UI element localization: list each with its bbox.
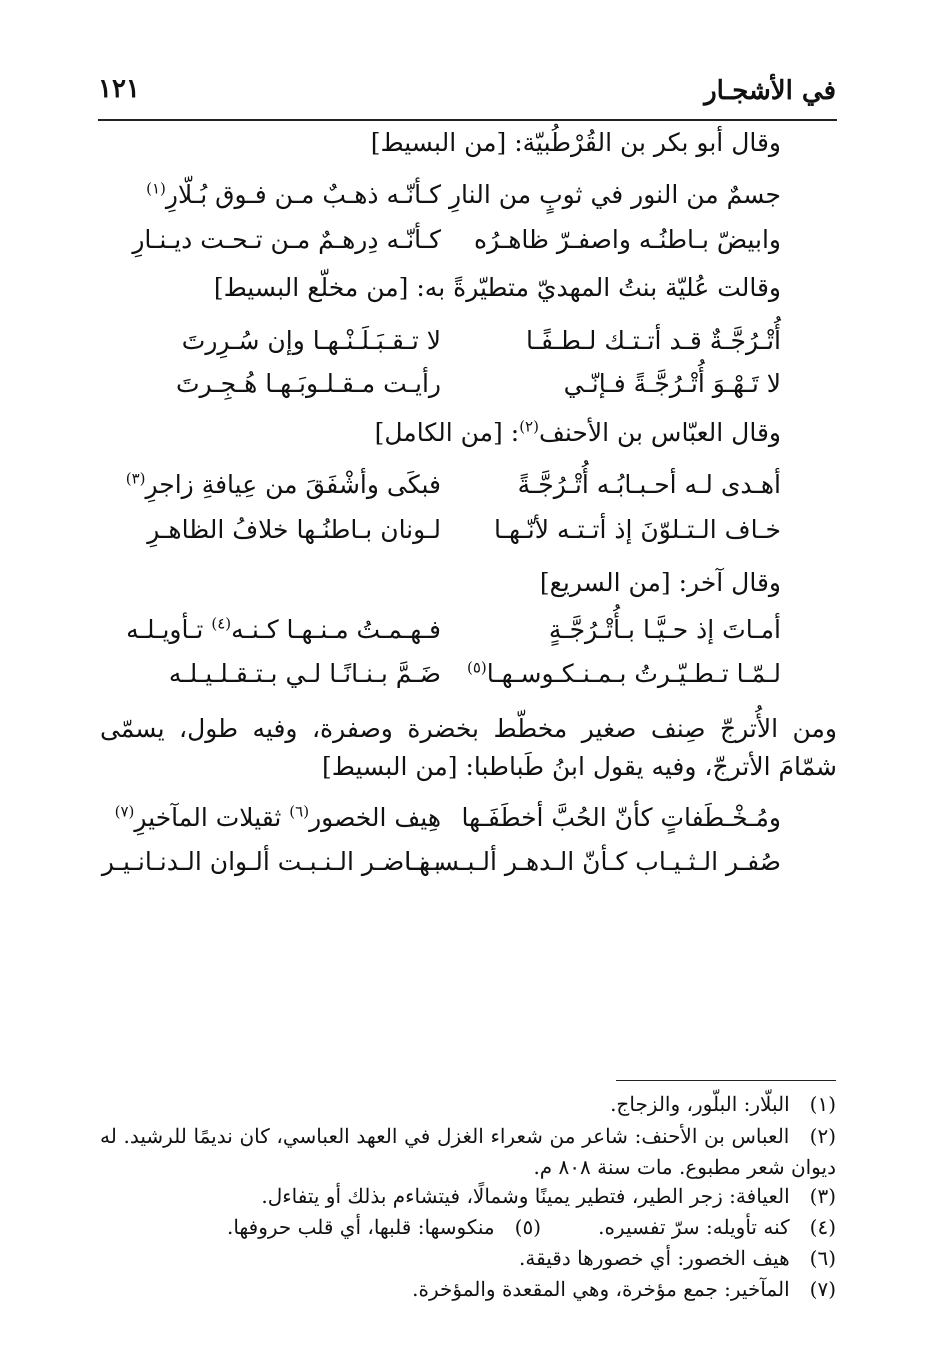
- footnote-rule: [616, 1080, 836, 1081]
- prose-paragraph: ومن الأُترجّ صِنف صغير مخطّط بخضرة وصفرة، وفيه طول، يسمّى شمّامَ الأترجّ، وفيه يقول ابنُ طَباطبا: [من البسيط]: [100, 714, 837, 781]
- verse-hemistich-second: هِيف الخصور$^{(٦)}$ ثقيلات المآخيرِ$^{(٧)}$: [114, 802, 441, 832]
- poem-intro: وقال آخر: [من السريع]: [539, 568, 781, 597]
- footnote: (١) البلّار: البلّور، والزجاج.: [610, 1092, 836, 1116]
- verse-hemistich-first: صُفـر الـثـيـاب كـأنّ الـدهـر ألـبـسـهـا: [404, 847, 781, 876]
- verse-hemistich-first: أُتْـرُجَّـةٌ قـد أتـتـك لـطـفًـا: [526, 326, 781, 355]
- footnote-ref: (٤): [211, 614, 232, 633]
- verse-hemistich-first: ومُـخْـطَفاتٍ كأنّ الحُبَّ أخطَفَـها: [461, 803, 781, 832]
- footnote: (٥) منكوسها: قلبها، أي قلب حروفها.: [226, 1215, 541, 1239]
- running-header-title: في الأشجـار: [704, 76, 836, 106]
- footnote-ref: (٦): [289, 802, 310, 821]
- verse-hemistich-second: كـأنّـه دِرهـمٌ مـن تـحـت ديـنـارِ: [132, 225, 441, 254]
- verse-hemistich-first: لـمّـا تـطـيّـرتُ بـمـنـكـوسـهـا$^{(٥)}$: [466, 658, 781, 688]
- footnote-ref: (٧): [114, 802, 135, 821]
- footnote-ref: (٥): [466, 658, 487, 677]
- verse-hemistich-first: أهـدى لـه أحـبـابُـه أُتْـرُجَّـةً: [517, 470, 781, 499]
- footnote: (٢) العباس بن الأحنف: شاعر من شعراء الغزل في العهد العباسي، كان نديمًا للرشيد. له ديوان شعر مطبوع. مات سنة ٨٠٨ م.: [100, 1124, 836, 1179]
- footnote: (٧) المآخير: جمع مؤخرة، وهي المقعدة والمؤخرة.: [412, 1277, 836, 1301]
- header-rule: [98, 119, 837, 121]
- poem-intro: وقالت عُليّة بنتُ المهديّ متطيّرةً به: [من مخلّع البسيط]: [213, 273, 781, 302]
- verse-hemistich-first: وابيضّ بـاطنُـه واصفـرّ ظاهـرُه: [474, 225, 781, 254]
- footnote-ref: (٣): [125, 469, 146, 488]
- verse-hemistich-second: بـنـاضـر الـنـبـت ألـوان الـدنـانـيـر: [101, 847, 441, 876]
- verse-hemistich-second: لا تـقـبَـلَـنْـهـا وإن سُـرِرتَ: [181, 326, 441, 355]
- poem-intro: وقال العبّاس بن الأحنف$^{(٢)}$: [من الكامل]: [374, 417, 781, 447]
- page-number: ١٢١: [98, 74, 140, 104]
- verse-hemistich-first: أمـاتَ إذ حـيَّـا بـأُتْـرُجَّـةٍ: [548, 615, 781, 644]
- footnote: (٦) هيف الخصور: أي خصورها دقيقة.: [519, 1246, 836, 1270]
- verse-hemistich-second: فـهـمـتُ مـنـهـا كـنـه$^{(٤)}$ تـأويـلـه: [126, 614, 441, 644]
- verse-hemistich-first: لا تَـهْـوَ أُتْـرُجَّـةً فـإنّـي: [563, 369, 781, 398]
- verse-hemistich-second: رأيـت مـقـلـوبَـهـا هُـجِـرتَ: [176, 369, 441, 398]
- footnote: (٣) العيافة: زجر الطير، فتطير يمينًا وشمالًا، فيتشاءم بذلك أو يتفاءل.: [261, 1184, 836, 1208]
- verse-hemistich-second: كـأنّـه ذهـبٌ مـن فـوق بُـلّارِ$^{(١)}$: [146, 179, 441, 209]
- verse-hemistich-first: خـاف الـتـلوّنَ إذ أتـتـه لأنّـهـا: [494, 515, 781, 544]
- footnote-ref: (٢): [519, 417, 539, 436]
- verse-hemistich-second: فبكَى وأشْفَقَ من عِيافةِ زاجرِ$^{(٣)}$: [125, 469, 441, 499]
- poem-intro: وقال أبو بكر بن القُرْطُبيّة: [من البسيط]: [370, 128, 781, 157]
- footnote: (٤) كنه تأويله: سرّ تفسيره.: [598, 1215, 836, 1239]
- verse-hemistich-second: ضَـمَّ بـنـانًـا لـي بـتـقـلـيـلـه: [168, 659, 441, 688]
- footnote-ref: (١): [146, 179, 166, 198]
- verse-hemistich-first: جسمٌ من النور في ثوبٍ من النارِ: [448, 180, 781, 209]
- verse-hemistich-second: لـونان بـاطنُـها خلافُ الظاهـرِ: [147, 515, 441, 544]
